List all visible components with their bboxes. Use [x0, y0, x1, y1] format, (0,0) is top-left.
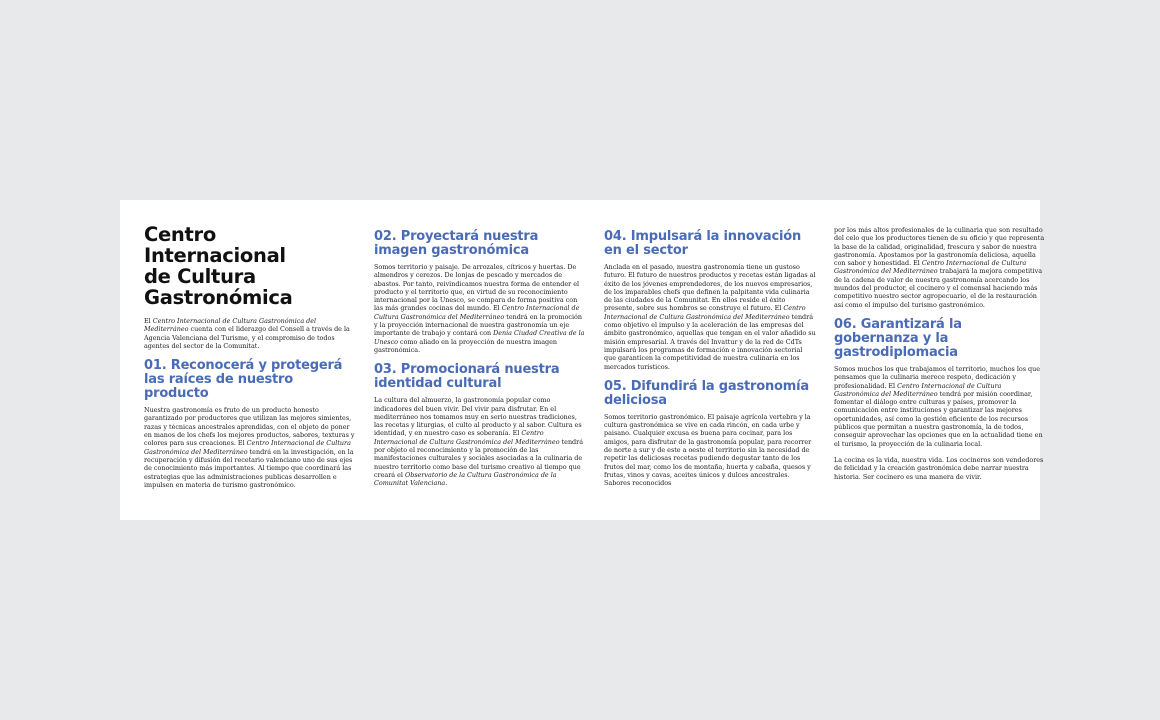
section-01-body: Nuestra gastronomía es fruto de un producto honesto garantizado por productores que utilizan las mejores simientes, razas y técnicas ancestrales aprendidas, con el objeto de poner en manos de los chefs los mejores productos, sabores, texturas y colores para sus creaciones. El Centro Internacional de Cultura Gastronómica del Mediterráneo tendrá en la investigación, en la recuperación y difusión del recetario valenciano uno de sus ejes de conocimiento más importantes. Al tiempo que coordinará las estrategias que las administraciones publicas desarrollen e impulsen en materia de turismo gastronómico. [144, 406, 355, 489]
section-05-continued: por los más altos profesionales de la culinaria que son resultado del celo que los productores tienen de su oficio y que representa la base de la calidad, originalidad, frescura y sabor de nuestra gastronomía. Apostamos por la gastronomía deliciosa, aquella con sabor y honestidad. El Centro Internacional de Cultura Gastronómica del Mediterráneo trabajará la mejora competitiva de la cadena de valor de nuestra gastronomía acercando los mundos del productor, el cocinero y el comensal haciendo más competitivo nuestro sector agropecuario, el de la restauración así como el impulso del turismo gastronómico. [834, 226, 1045, 309]
section-03-body: La cultura del almuerzo, la gastronomía popular como indicadores del buen vivir. Del vivir para disfrutar. En el mediterráneo nos tomamos muy en serio nuestras tradiciones, las recetas y liturgias, el culto al producto y al sabor. Cultura es identidad, y en nuestro caso es soberanía. El Centro Internacional de Cultura Gastronómica del Mediterráneo tendrá por objeto el reconocimiento y la promoción de las manifestaciones culturales y sociales asociadas a la culinaria de nuestro territorio como base del turismo creativo al tiempo que creará el Observatorio de la Cultura Gastronómica de la Comunitat Valenciana. [374, 396, 584, 488]
section-05-body: Somos territorio gastronómico. El paisaje agrícola vertebra y la cultura gastronómica se vive en cada rincón, en cada urbe y paisano. Cualquier excusa es buena para cocinar, para los amigos, para disfrutar de la gastronomía popular, para recorrer de norte a sur y de este a oeste el territorio sin la necesidad de repetir las deliciosas recetas pudiendo degustar tanto de los frutos del mar, como los de montaña, huerta y cabaña, quesos y frutas, vinos y cavas, aceites únicos y dulces ancestrales. Sabores reconocidos [604, 412, 812, 488]
section-04-heading: 04. Impulsará la innovación en el sector [604, 229, 802, 258]
section-03-heading: 03. Promocionará nuestra identidad cultural [374, 362, 560, 392]
column-2 [374, 230, 586, 488]
intro-paragraph: El Centro Internacional de Cultura Gastronómica del Mediterráneo cuenta con el liderazgo del Consell a través de la Agencia Valenciana del Turisme, y el compromiso de todos agentes del sector de la Comunitat. [144, 317, 350, 350]
title-line: Centro [144, 223, 216, 246]
section-01-heading: 01. Reconocerá y protegerá las raíces de nuestro producto [144, 358, 343, 402]
title-line: de Cultura [144, 265, 256, 288]
column-1 [144, 224, 356, 489]
section-06-heading: 06. Garantizará la gobernanza y la gastrodiplomacia [834, 316, 962, 360]
section-02-heading: 02. Proyectará nuestra imagen gastronómica [374, 229, 539, 258]
column-3 [604, 230, 816, 488]
brochure-spread [120, 200, 1045, 520]
section-04-body: Anclada en el pasado, nuestra gastronomía tiene un gustoso futuro. El futuro de nuestros productos y recetas están ligadas al éxito de los jóvenes emprendedores, de los nuevos empresarios, de los imparables chefs que definen la palpitante vida culinaria de las ciudades de la Comunitat. En ellos reside el éxito presente, sobre sus hombros se construye el futuro. El Centro Internacional de Cultura Gastronómica del Mediterráneo tendrá como objetivo el impulso y la aceleración de las empresas del ámbito gastronómico, aquellas que tengan en el valor añadido su misión empresarial. A través del Invattur y de la red de CdTs impulsará los programas de formación e innovación sectorial que garanticen la competitividad de nuestra culinaria en los mercados turísticos. [604, 263, 816, 371]
column-4 [834, 226, 1046, 481]
title-line: Internacional [144, 244, 286, 267]
section-05-heading: 05. Difundirá la gastronomía deliciosa [604, 378, 809, 408]
closing-paragraph: La cocina es la vida, nuestra vida. Los cocineros son vendedores de felicidad y la creación gastronómica debe narrar nuestra historia. Ser cocinero es una manera de vivir. [834, 455, 1044, 481]
title-line: Gastronómica [144, 286, 293, 309]
section-02-body: Somos territorio y paisaje. De arrozales, cítricos y huertas. De almendros y cerezos. De lonjas de pescado y mercados de abastos. Por tanto, reivindicamos nuestra forma de entender el producto y el territorio que, en virtud de su reconocimiento internacional por la Unesco, se compara de forma positiva con las más grandes cocinas del mundo. El Centro Internacional de Cultura Gastronómica del Mediterráneo tendrá en la promoción y la proyección internacional de nuestra gastronomía un eje importante de trabajo y contará con Denia Ciudad Creativa de la Unesco como aliado en la proyección de nuestra imagen gastronómica. [374, 263, 585, 354]
main-title [144, 224, 356, 308]
section-06-body: Somos muchos los que trabajamos el territorio, muchos los que pensamos que la culinaria merece respeto, dedicación y profesionalidad. El Centro Internacional de Cultura Gastronómica del Mediterráneo tendrá por misión coordinar, fomentar el diálogo entre culturas y países, promover la comunicación entre instituciones y garantizar las mejores oportunidades, así como la gestión eficiente de los recursos públicos que permitan a nuestra gastronomía, la de todos, conseguir aprovechar las opciones que en la actualidad tiene en el turismo, la proyección de la culinaria local. [834, 364, 1043, 448]
